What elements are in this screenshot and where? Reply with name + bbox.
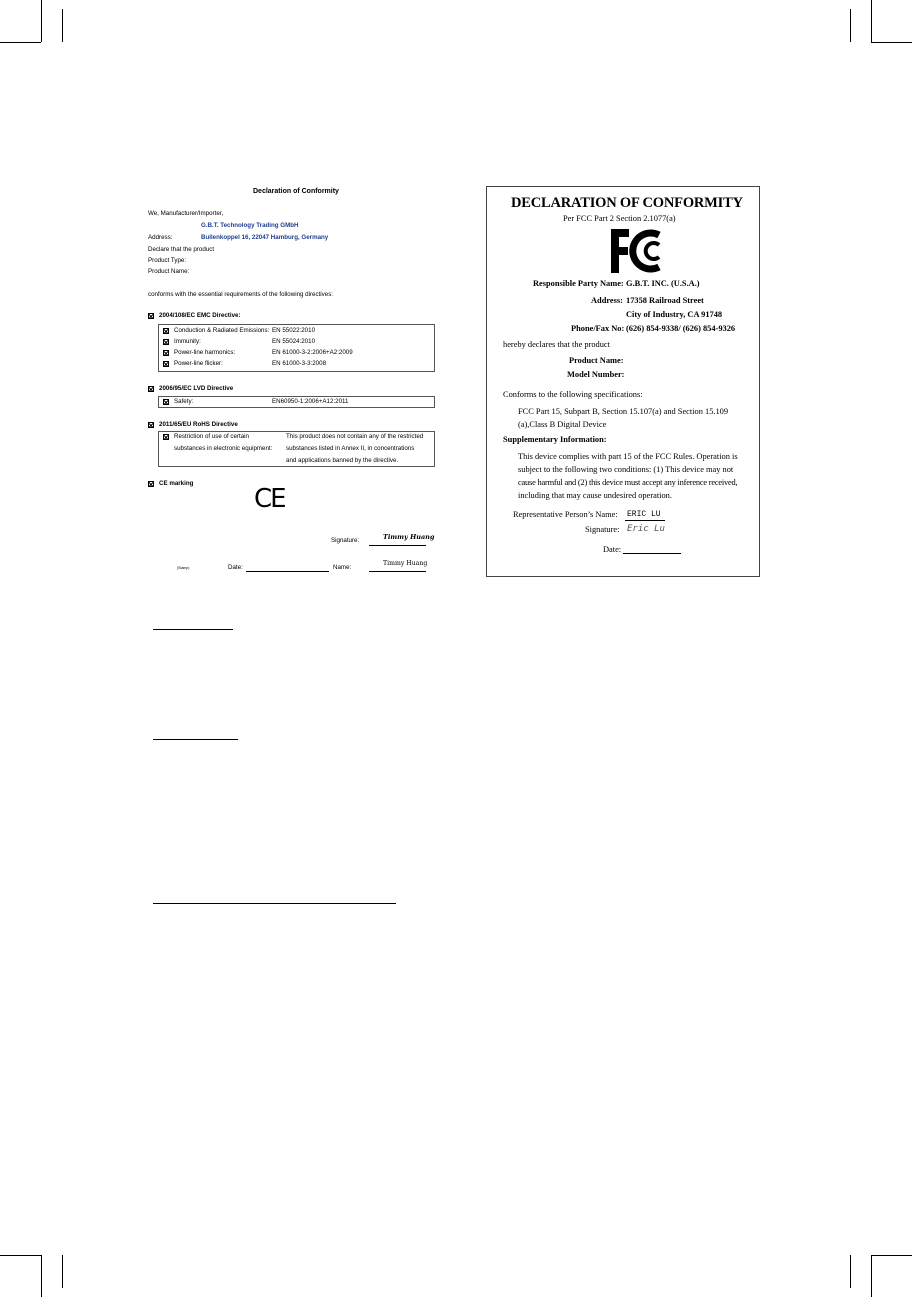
fcc-hereby: hereby declares that the product [503, 340, 610, 349]
eu-name-line [369, 571, 426, 572]
emc-row-label: Immunity: [174, 338, 201, 345]
lvd-value: EN60950-1:2006+A12:2011 [272, 398, 349, 405]
eu-declaration [148, 180, 448, 580]
lvd-label: Safety: [174, 398, 194, 405]
fcc-supp-line: including that may cause undesired operation. [518, 491, 672, 500]
emc-row-checkbox [163, 328, 169, 334]
fcc-supp-line: cause harmful and (2) this device must accept any inference received, [518, 478, 738, 487]
eu-signature: Timmy Huang [383, 533, 435, 541]
rohs-label: Restriction of use of certain [174, 433, 249, 440]
eu-stamp: (Stamp) [177, 566, 190, 570]
emc-row-value: EN 61000-3-3:2008 [272, 360, 327, 367]
fcc-party-label: Responsible Party Name: [533, 279, 624, 288]
rule-line [153, 903, 396, 904]
fcc-phone: (626) 854-9338/ (626) 854-9326 [626, 324, 736, 333]
rohs-heading: 2011/65/EU RoHS Directive [159, 421, 238, 428]
rule-line [153, 739, 238, 740]
eu-address: Bullenkoppel 16, 22047 Hamburg, Germany [201, 234, 329, 241]
rohs-value: substances listed in Annex II, in concentrations [286, 445, 415, 452]
fcc-party: G.B.T. INC. (U.S.A.) [626, 279, 700, 288]
fcc-rep-underline [625, 520, 665, 521]
fcc-rep: ERIC LU [627, 510, 661, 519]
eu-address-label: Address: [148, 234, 173, 241]
emc-row-checkbox [163, 350, 169, 356]
rohs-row-checkbox [163, 434, 169, 440]
fcc-sig: Eric Lu [627, 524, 665, 534]
fcc-supp-line: This device complies with part 15 of the FCC Rules. Operation is [518, 452, 738, 461]
fcc-date-line [623, 553, 681, 554]
eu-company: G.B.T. Technology Trading GMbH [201, 222, 299, 229]
eu-title: Declaration of Conformity [253, 188, 339, 195]
fcc-address: 17358 Railroad Street [626, 296, 704, 305]
fcc-product-name: Product Name: [569, 356, 624, 365]
eu-intro: We, Manufacturer/Importer, [148, 210, 224, 217]
fcc-supp-heading: Supplementary Information: [503, 435, 607, 444]
rohs-value: This product does not contain any of the restricted [286, 433, 424, 440]
fcc-spec: (a),Class B Digital Device [518, 420, 607, 429]
fcc-sig-label: Signature: [585, 525, 620, 534]
fcc-rep-label: Representative Person’s Name: [513, 510, 618, 519]
rohs-value: and applications banned by the directive. [286, 457, 399, 464]
eu-product-type: Product Type: [148, 257, 187, 264]
eu-date-label: Date: [228, 564, 243, 571]
emc-row-value: EN 55024:2010 [272, 338, 316, 345]
eu-conforms: conforms with the essential requirements of the following directives: [148, 291, 334, 298]
emc-row-checkbox [163, 339, 169, 345]
fcc-conforms: Conforms to the following specifications: [503, 390, 643, 399]
ce-mark: CE [254, 484, 285, 514]
fcc-logo-icon [607, 227, 675, 275]
rohs-label: substances in electronic equipment: [174, 445, 273, 452]
emc-row-checkbox [163, 361, 169, 367]
emc-row-value: EN 55022:2010 [272, 327, 316, 334]
emc-row-value: EN 61000-3-2:2006+A2:2009 [272, 349, 353, 356]
fcc-phone-label: Phone/Fax No: [571, 324, 625, 333]
eu-signature-line [369, 545, 426, 546]
eu-signature-label: Signature: [331, 537, 360, 544]
fcc-declaration [486, 186, 760, 577]
eu-date-line [246, 571, 329, 572]
lvd-checkbox [148, 386, 154, 392]
eu-product-name: Product Name: [148, 268, 190, 275]
fcc-model-number: Model Number: [567, 370, 625, 379]
rohs-checkbox [148, 422, 154, 428]
rule-line [153, 629, 233, 630]
fcc-spec: FCC Part 15, Subpart B, Section 15.107(a) and Section 15.109 [518, 407, 729, 416]
eu-name: Timmy Huang [383, 560, 428, 567]
emc-row-label: Conduction & Radiated Emissions: [174, 327, 270, 334]
fcc-address-label: Address: [591, 296, 623, 305]
eu-name-label: Name: [333, 564, 352, 571]
emc-heading: 2004/108/EC EMC Directive: [159, 312, 241, 319]
fcc-title: DECLARATION OF CONFORMITY [511, 195, 743, 211]
ce-checkbox [148, 481, 154, 487]
eu-declare: Declare that the product [148, 246, 215, 253]
fcc-address: City of Industry, CA 91748 [626, 310, 723, 319]
fcc-supp-line: subject to the following two conditions: (1) This device may not [518, 465, 734, 474]
lvd-row-checkbox [163, 399, 169, 405]
emc-row-label: Power-line flicker: [174, 360, 223, 367]
fcc-subtitle: Per FCC Part 2 Section 2.1077(a) [563, 214, 676, 223]
ce-heading: CE marking [159, 480, 194, 487]
emc-checkbox [148, 313, 154, 319]
emc-row-label: Power-line harmonics: [174, 349, 236, 356]
fcc-date-label: Date: [603, 545, 622, 554]
lvd-heading: 2006/95/EC LVD Directive [159, 385, 234, 392]
